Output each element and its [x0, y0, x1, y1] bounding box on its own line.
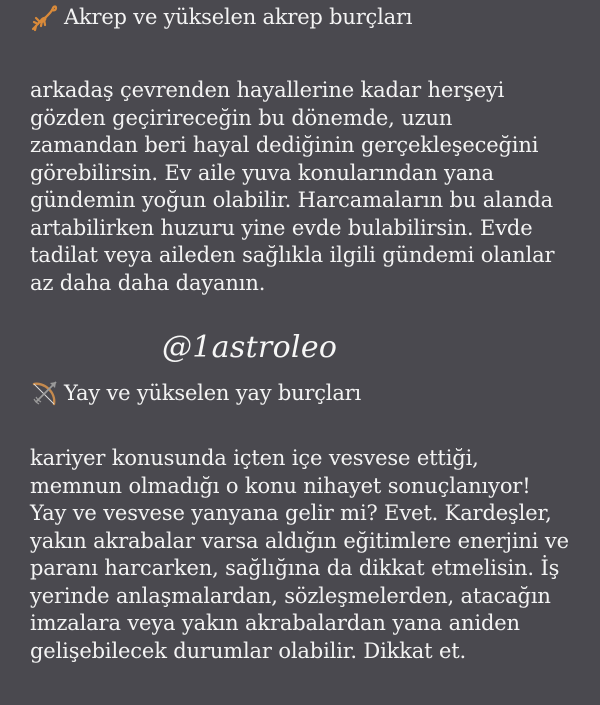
section-body-scorpio: arkadaş çevrenden hayallerine kadar herşeyi gözden geçirireceğin bu dönemde, uzun zamandan beri hayal dediğinin gerçekleşeceğini görebilirsin. Ev aile yuva konularından yana gündemin yoğun olabilir. Harcamaların bu alanda artabilirken huzuru yine evde bulabilirsin. Evde tadilat veya aileden sağlıkla ilgili gündemi olanlar az daha daha dayanın. — [30, 78, 555, 295]
scorpion-icon — [30, 2, 60, 32]
watermark-handle: @1astroleo — [162, 330, 338, 365]
section-title-sagittarius: Yay ve yükselen yay burçları — [64, 381, 362, 405]
bow-and-arrow-icon — [30, 378, 60, 408]
section-body-sagittarius: kariyer konusunda içten içe vesvese ettiği, memnun olmadığı o konu nihayet sonuçlanıyor! Yay ve vesvese yanyana gelir mi? Evet. Kardeşler, yakın akrabalar varsa aldığın eğitimlere enerjini ve paranı harcarken, sağlığına da dikkat etmelisin. İş yerinde anlaşmalardan, sözleşmelerden, atacağın imzalara veya yakın akrabalardan yana aniden gelişebilecek durumlar olabilir. Dikkat et. — [30, 446, 569, 663]
section-header-scorpio — [30, 2, 412, 32]
section-title-scorpio: Akrep ve yükselen akrep burçları — [64, 5, 413, 29]
section-header-sagittarius — [30, 378, 361, 408]
